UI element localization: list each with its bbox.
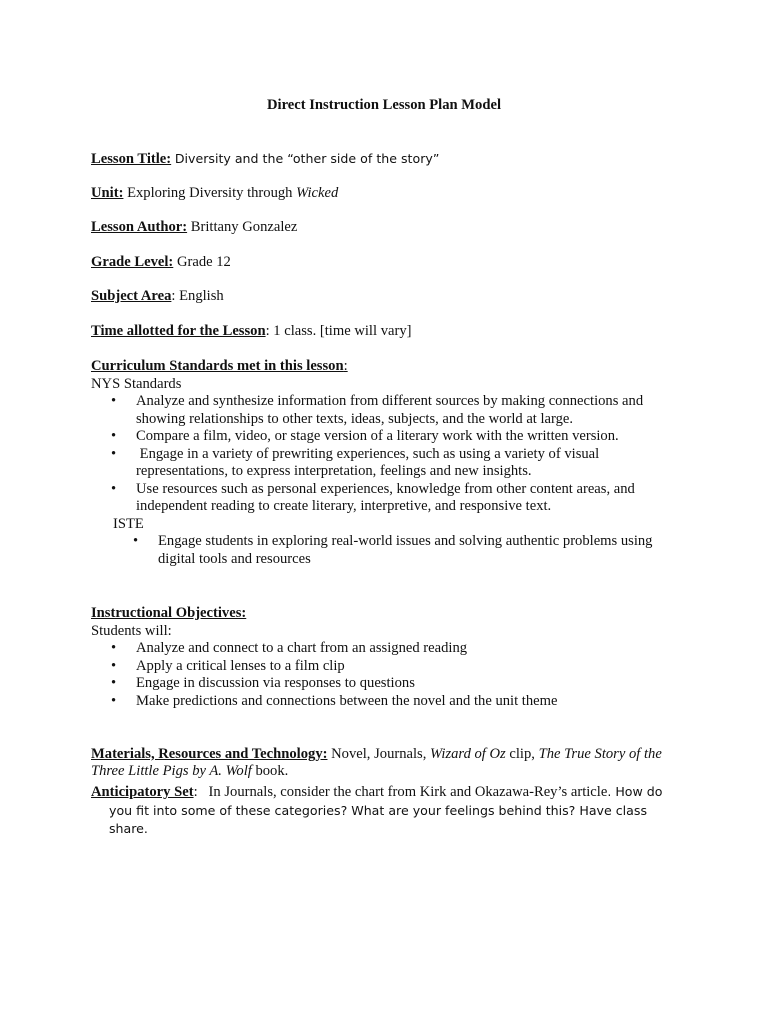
iste-heading: ISTE xyxy=(113,515,144,532)
materials-text-2: clip, xyxy=(505,745,539,762)
list-item xyxy=(91,446,691,481)
lesson-author-field xyxy=(91,219,297,237)
lesson-title-field xyxy=(91,150,439,169)
list-item-text: Analyze and connect to a chart from an assigned reading xyxy=(136,640,468,656)
anticipatory-text-1: : In Journals, consider the chart from Kirk and Okazawa-Rey’s article xyxy=(193,784,608,800)
list-item-text: Compare a film, video, or stage version of a literary work with the written version. xyxy=(136,428,619,444)
materials-text-1: Novel, Journals, xyxy=(327,745,431,762)
anticipatory-text-2: . How do you fit into some of these categories? What are your feelings behind this? Have class share. xyxy=(109,784,663,836)
materials-text-3: book. xyxy=(251,763,289,780)
unit-value: Exploring Diversity through xyxy=(127,185,297,201)
anticipatory-label: Anticipatory Set xyxy=(91,784,194,800)
objectives-heading xyxy=(91,605,691,623)
bullet-icon: • xyxy=(111,675,117,691)
materials-label: Materials, Resources and Technology: xyxy=(91,745,328,762)
subject-area-value: : English xyxy=(171,288,224,304)
subject-area-label: Subject Area xyxy=(91,288,172,304)
objectives-list xyxy=(91,640,691,710)
list-item-text: Analyze and synthesize information from different sources by making connections and showing relationships to other texts, ideas, subjects, and the world at large. xyxy=(136,393,644,427)
list-item xyxy=(91,675,691,693)
time-allotted-label: Time allotted for the Lesson xyxy=(91,323,266,339)
curriculum-label-suffix: : xyxy=(343,358,348,374)
iste-standards-list xyxy=(91,533,691,568)
curriculum-label: Curriculum Standards met in this lesson xyxy=(91,358,344,374)
materials-italic-1: Wizard of Oz xyxy=(430,745,506,762)
list-item-text: Engage in a variety of prewriting experiences, such as using a variety of visual representations, to express interpretation, feelings and new insights. xyxy=(136,445,603,479)
bullet-icon: • xyxy=(111,657,117,674)
bullet-icon: • xyxy=(111,640,117,656)
objectives-label: Instructional Objectives: xyxy=(91,605,247,621)
objectives-section xyxy=(91,605,691,710)
list-item xyxy=(91,428,691,446)
list-item xyxy=(91,640,691,658)
bullet-icon: • xyxy=(111,428,117,444)
unit-field xyxy=(91,185,338,203)
nys-standards-list xyxy=(91,393,691,516)
lesson-title-label: Lesson Title: xyxy=(91,151,172,167)
curriculum-section xyxy=(91,358,691,568)
list-item-text: Engage students in exploring real-world issues and solving authentic problems using digital tools and resources xyxy=(158,533,653,567)
list-item-text: Use resources such as personal experiences, knowledge from other content areas, and independent reading to create literary, interpretive, and responsive text. xyxy=(136,480,635,514)
bullet-icon: • xyxy=(133,533,139,549)
list-item-text: Engage in discussion via responses to questions xyxy=(136,675,415,691)
list-item-text: Make predictions and connections between the novel and the unit theme xyxy=(136,692,558,709)
document-title: Direct Instruction Lesson Plan Model xyxy=(266,97,502,113)
list-item xyxy=(91,481,691,516)
grade-level-label: Grade Level: xyxy=(91,254,174,270)
lesson-author-label: Lesson Author: xyxy=(91,219,188,235)
materials-italic-2: The True Story of the Three Little Pigs by A. Wolf xyxy=(91,745,662,780)
lesson-author-value: Brittany Gonzalez xyxy=(190,219,298,235)
curriculum-heading xyxy=(91,358,691,376)
list-item xyxy=(91,693,691,711)
nys-heading: NYS Standards xyxy=(91,375,182,392)
bullet-icon: • xyxy=(111,692,117,709)
subject-area-field xyxy=(91,288,224,306)
list-item xyxy=(91,393,691,428)
objectives-intro: Students will: xyxy=(91,622,172,639)
unit-label: Unit: xyxy=(91,185,124,201)
grade-level-value: Grade 12 xyxy=(176,254,231,270)
bullet-icon: • xyxy=(111,393,117,409)
bullet-icon: • xyxy=(111,445,117,462)
materials-section xyxy=(91,746,681,781)
list-item xyxy=(91,658,691,676)
unit-value-italic: Wicked xyxy=(296,185,339,201)
grade-level-field xyxy=(91,254,231,272)
lesson-title-value: Diversity and the “other side of the story” xyxy=(174,151,440,166)
anticipatory-set-section xyxy=(91,783,689,839)
list-item-text: Apply a critical lenses to a film clip xyxy=(136,657,345,674)
time-allotted-field xyxy=(91,323,411,341)
time-allotted-value: : 1 class. [time will vary] xyxy=(265,323,412,339)
bullet-icon: • xyxy=(111,480,117,497)
list-item xyxy=(91,533,691,568)
